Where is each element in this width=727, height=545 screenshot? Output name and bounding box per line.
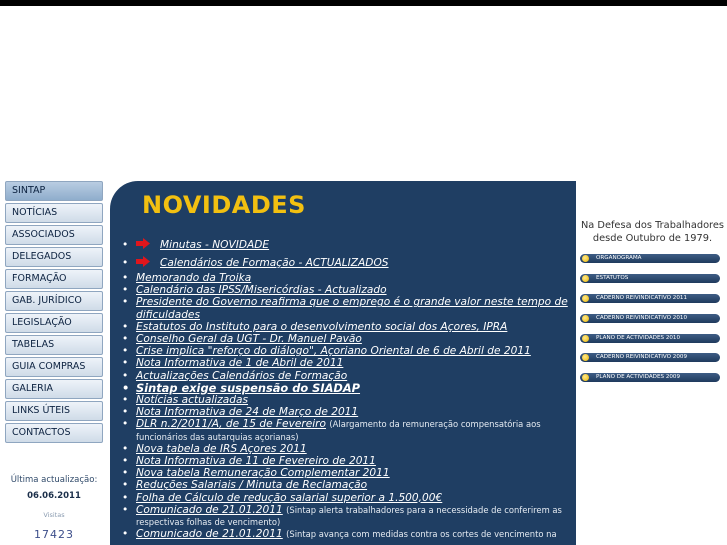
red-arrow-icon xyxy=(136,256,150,267)
news-item xyxy=(122,406,574,418)
news-link[interactable]: Sintap exige suspensão do SIADAP xyxy=(136,380,361,395)
news-item xyxy=(122,455,574,467)
news-item xyxy=(122,357,574,369)
bullet-icon xyxy=(582,354,589,361)
news-link[interactable]: DLR n.2/2011/A, de 15 de Fevereiro xyxy=(136,418,327,431)
sidebar-item-contactos[interactable]: CONTACTOS xyxy=(5,423,103,443)
news-item xyxy=(122,254,574,272)
news-item xyxy=(122,467,574,479)
news-note: (Alargamento da remuneração compensatória aos funcionários das autarquias açorianas) xyxy=(136,419,541,442)
link-button-label: CADERNO REIVINDICATIVO 2009 xyxy=(596,354,688,360)
news-item xyxy=(122,333,574,345)
top-bar xyxy=(0,0,727,6)
news-item xyxy=(122,394,574,406)
sidebar-item-formacao[interactable]: FORMAÇÃO xyxy=(5,269,103,289)
link-button-estatutos[interactable] xyxy=(580,274,720,283)
motto-line-2: desde Outubro de 1979. xyxy=(592,233,713,244)
visits-label: Visitas xyxy=(43,511,65,519)
news-item xyxy=(122,272,574,284)
link-button-label: ORGANOGRAMA xyxy=(596,255,642,261)
news-link[interactable]: Nota Informativa de 1 de Abril de 2011 xyxy=(136,357,344,370)
news-item xyxy=(122,492,574,504)
news-item xyxy=(122,321,574,333)
link-button-label: CADERNO REIVINDICATIVO 2011 xyxy=(596,295,688,301)
link-button-caderno-reivindicativo-2009[interactable] xyxy=(580,353,720,362)
sidebar-item-gab-juridico[interactable]: GAB. JURÍDICO xyxy=(5,291,103,311)
sidebar-item-noticias[interactable]: NOTÍCIAS xyxy=(5,203,103,223)
red-arrow-icon xyxy=(136,238,150,249)
sidebar-item-associados[interactable]: ASSOCIADOS xyxy=(5,225,103,245)
news-note: (Sintap alerta trabalhadores para a necessidade de conferirem as respectivas folhas de vencimento) xyxy=(136,504,562,528)
news-link[interactable]: Comunicado de 21.01.2011 xyxy=(136,528,283,541)
bullet-icon xyxy=(582,335,589,342)
news-link[interactable]: Conselho Geral da UGT - Dr. Manuel Pavão xyxy=(136,333,362,346)
news-item xyxy=(122,284,574,296)
link-button-caderno-reivindicativo-2010[interactable] xyxy=(580,314,720,323)
bullet-icon xyxy=(582,275,589,282)
last-update-date: 06.06.2011 xyxy=(27,491,81,501)
news-item xyxy=(122,528,574,540)
news-item xyxy=(122,504,574,528)
bullet-icon xyxy=(582,255,589,262)
news-link[interactable]: Presidente do Governo reafirma que o emprego é o grande valor neste tempo de dificuldades xyxy=(136,296,568,321)
news-link[interactable]: Nova tabela Remuneração Complementar 2011 xyxy=(136,467,390,480)
link-button-plano-de-actividades-2009[interactable] xyxy=(580,373,720,382)
news-link[interactable]: Comunicado de 21.01.2011 xyxy=(136,503,283,516)
last-update-label: Última actualização: xyxy=(10,475,98,485)
sidebar-item-links-uteis[interactable]: LINKS ÚTEIS xyxy=(5,401,103,421)
link-button-label: PLANO DE ACTIVIDADES 2010 xyxy=(596,335,681,341)
link-button-organograma[interactable] xyxy=(580,254,720,263)
bullet-icon xyxy=(582,315,589,322)
sidebar-item-tabelas[interactable]: TABELAS xyxy=(5,335,103,355)
news-item xyxy=(122,382,574,394)
news-link[interactable]: Minutas - NOVIDADE xyxy=(160,239,270,251)
news-link[interactable]: Crise implica "reforço do diálogo", Açoriano Oriental de 6 de Abril de 2011 xyxy=(136,345,531,358)
sidebar-item-legislacao[interactable]: LEGISLAÇÃO xyxy=(5,313,103,333)
news-link[interactable]: Nova tabela de IRS Açores 2011 xyxy=(136,442,307,455)
news-item xyxy=(122,479,574,491)
motto xyxy=(578,219,727,245)
sidebar-nav xyxy=(5,181,105,445)
news-link[interactable]: Reduções Salariais / Minuta de Reclamação xyxy=(136,479,368,492)
news-note: (Sintap avança com medidas contra os cortes de vencimento na xyxy=(286,529,557,540)
motto-line-1: Na Defesa dos Trabalhadores xyxy=(580,220,725,231)
news-link[interactable]: Calendário das IPSS/Misericórdias - Actualizado xyxy=(136,284,387,297)
news-list xyxy=(122,236,574,540)
news-item xyxy=(122,418,574,442)
news-item xyxy=(122,296,574,320)
page-title: NOVIDADES xyxy=(142,191,306,219)
link-button-label: CADERNO REIVINDICATIVO 2010 xyxy=(596,315,688,321)
news-item xyxy=(122,443,574,455)
news-link[interactable]: Nota Informativa de 11 de Fevereiro de 2011 xyxy=(136,455,376,468)
sidebar-item-galeria[interactable]: GALERIA xyxy=(5,379,103,399)
news-link[interactable]: Notícias actualizadas xyxy=(136,394,248,407)
link-button-plano-de-actividades-2010[interactable] xyxy=(580,334,720,343)
bullet-icon xyxy=(582,374,589,381)
news-link[interactable]: Actualizações Calendários de Formação xyxy=(136,369,348,382)
news-panel xyxy=(110,181,576,545)
bullet-icon xyxy=(582,295,589,302)
link-button-label: PLANO DE ACTIVIDADES 2009 xyxy=(596,374,681,380)
sidebar-item-delegados[interactable]: DELEGADOS xyxy=(5,247,103,267)
sidebar-item-sintap[interactable]: SINTAP xyxy=(5,181,103,201)
news-item xyxy=(122,236,574,254)
link-button-label: ESTATUTOS xyxy=(596,275,629,281)
news-link[interactable]: Estatutos do Instituto para o desenvolvimento social dos Açores, IPRA xyxy=(136,320,508,333)
news-item xyxy=(122,345,574,357)
news-link[interactable]: Nota Informativa de 24 de Março de 2011 xyxy=(136,406,359,419)
link-button-caderno-reivindicativo-2011[interactable] xyxy=(580,294,720,303)
update-info xyxy=(5,475,103,541)
sidebar-item-guia-compras[interactable]: GUIA COMPRAS xyxy=(5,357,103,377)
news-link[interactable]: Folha de Cálculo de redução salarial superior a 1.500,00€ xyxy=(136,491,443,504)
news-link[interactable]: Memorando da Troika xyxy=(136,272,252,284)
visits-counter: 17423 xyxy=(34,528,74,541)
news-link[interactable]: Calendários de Formação - ACTUALIZADOS xyxy=(160,257,389,269)
